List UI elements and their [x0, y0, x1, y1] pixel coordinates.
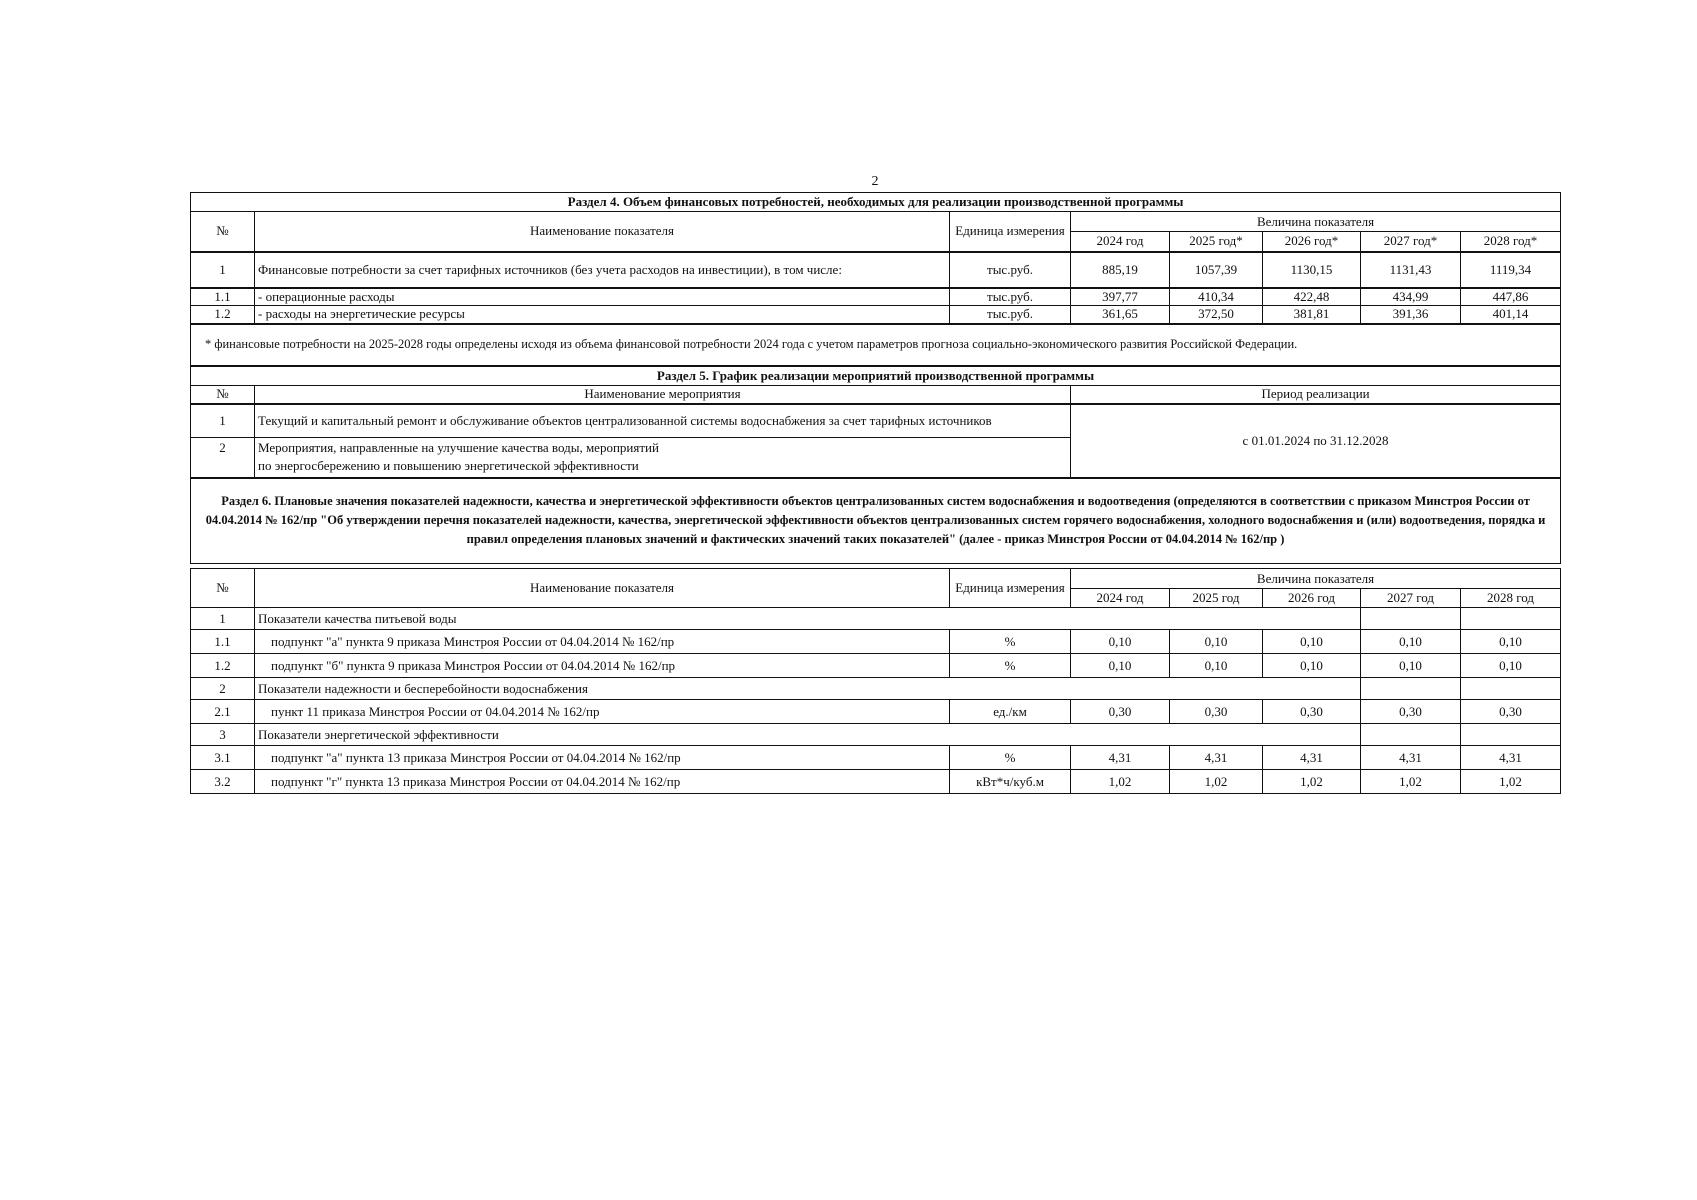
section4-title: Раздел 4. Объем финансовых потребностей, необходимых для реализации производственной программы [191, 193, 1561, 212]
group-name: Показатели качества питьевой воды [255, 608, 1361, 630]
row-value: 0,30 [1071, 700, 1170, 724]
row-value: 372,50 [1170, 306, 1263, 324]
row-value: 1,02 [1461, 770, 1561, 794]
s5-header-period: Период реализации [1071, 386, 1561, 404]
row-name: подпункт "г" пункта 13 приказа Минстроя России от 04.04.2014 № 162/пр [255, 770, 950, 794]
s6-header-num: № [191, 569, 255, 608]
s5-header-name: Наименование мероприятия [255, 386, 1071, 404]
section6-table [190, 568, 1561, 794]
row-num: 2.1 [191, 700, 255, 724]
row-value: 0,10 [1071, 630, 1170, 654]
row-num: 1.1 [191, 288, 255, 306]
row-name-line: Мероприятия, направленные на улучшение качества воды, мероприятий [258, 440, 659, 456]
row-value: 401,14 [1461, 306, 1561, 324]
row-name: подпункт "а" пункта 9 приказа Минстроя России от 04.04.2014 № 162/пр [255, 630, 950, 654]
table-row [191, 630, 1561, 654]
s4-header-unit: Единица измерения [950, 212, 1071, 252]
row-value: 4,31 [1361, 746, 1461, 770]
table-row [191, 404, 1561, 438]
row-unit: кВт*ч/куб.м [950, 770, 1071, 794]
group-row [191, 608, 1561, 630]
row-value: 0,10 [1461, 654, 1561, 678]
row-value: 1,02 [1071, 770, 1170, 794]
s6-header-value: Величина показателя [1071, 569, 1561, 589]
row-unit: % [950, 654, 1071, 678]
row-value: 1057,39 [1170, 252, 1263, 288]
table-row [191, 654, 1561, 678]
row-value: 0,10 [1071, 654, 1170, 678]
row-num: 2 [191, 678, 255, 700]
row-value: 0,30 [1263, 700, 1361, 724]
row-value: 0,10 [1361, 630, 1461, 654]
section6-title: Раздел 6. Плановые значения показателей надежности, качества и энергетической эффективности объектов централизованных систем водоснабжения и водоотведения (определяются в соответствии с приказом Минстроя России от 04.04.2014 № 162/пр "Об утверждении перечня показателей надежности, качества, энергетической эффективности объектов централизованных систем горячего водоснабжения, холодного водоснабжения и (или) водоотведения, порядка и правил определения плановых значений и фактических значений таких показателей" (далее - приказ Минстроя России от 04.04.2014 № 162/пр ) [191, 478, 1561, 564]
s4-header-name: Наименование показателя [255, 212, 950, 252]
row-value: 0,10 [1170, 630, 1263, 654]
table-row [191, 288, 1561, 306]
row-value: 1,02 [1361, 770, 1461, 794]
row-unit: тыс.руб. [950, 252, 1071, 288]
implementation-period: с 01.01.2024 по 31.12.2028 [1071, 404, 1561, 478]
row-name: - операционные расходы [255, 288, 950, 306]
section5-title: Раздел 5. График реализации мероприятий производственной программы [191, 366, 1561, 386]
row-name: - расходы на энергетические ресурсы [255, 306, 950, 324]
row-value: 1,02 [1263, 770, 1361, 794]
table-row [191, 770, 1561, 794]
row-value: 0,10 [1263, 654, 1361, 678]
row-unit: % [950, 746, 1071, 770]
row-value: 1,02 [1170, 770, 1263, 794]
row-value: 885,19 [1071, 252, 1170, 288]
row-num: 3.2 [191, 770, 255, 794]
row-name: пункт 11 приказа Минстроя России от 04.04.2014 № 162/пр [255, 700, 950, 724]
row-value: 0,30 [1170, 700, 1263, 724]
s6-year-2024: 2024 год [1071, 589, 1170, 608]
row-value: 0,30 [1361, 700, 1461, 724]
row-value: 381,81 [1263, 306, 1361, 324]
row-value: 1119,34 [1461, 252, 1561, 288]
row-value: 1131,43 [1361, 252, 1461, 288]
s6-year-2027: 2027 год [1361, 589, 1461, 608]
row-value: 1130,15 [1263, 252, 1361, 288]
s4-year-2028: 2028 год* [1461, 232, 1561, 252]
row-unit: тыс.руб. [950, 288, 1071, 306]
row-name: Текущий и капитальный ремонт и обслуживание объектов централизованной системы водоснабжения за счет тарифных источников [255, 404, 1071, 438]
s4-year-2027: 2027 год* [1361, 232, 1461, 252]
row-num: 1.2 [191, 306, 255, 324]
s4-year-2026: 2026 год* [1263, 232, 1361, 252]
table-row [191, 252, 1561, 288]
row-value: 434,99 [1361, 288, 1461, 306]
s6-year-2025: 2025 год [1170, 589, 1263, 608]
row-unit: тыс.руб. [950, 306, 1071, 324]
s6-header-unit: Единица измерения [950, 569, 1071, 608]
row-value: 447,86 [1461, 288, 1561, 306]
s4-year-2024: 2024 год [1071, 232, 1170, 252]
row-value: 0,10 [1263, 630, 1361, 654]
s6-year-2026: 2026 год [1263, 589, 1361, 608]
row-num: 2 [191, 438, 255, 478]
group-row [191, 724, 1561, 746]
table-row [191, 306, 1561, 324]
s6-year-2028: 2028 год [1461, 589, 1561, 608]
row-value: 0,10 [1170, 654, 1263, 678]
row-unit: % [950, 630, 1071, 654]
row-value: 0,30 [1461, 700, 1561, 724]
row-value: 391,36 [1361, 306, 1461, 324]
row-num: 1 [191, 404, 255, 438]
table-row [191, 746, 1561, 770]
table-row [191, 700, 1561, 724]
row-value: 4,31 [1461, 746, 1561, 770]
row-num: 3.1 [191, 746, 255, 770]
row-num: 3 [191, 724, 255, 746]
page-number: 2 [871, 174, 879, 189]
group-name: Показатели надежности и бесперебойности водоснабжения [255, 678, 1361, 700]
section4-footnote: * финансовые потребности на 2025-2028 годы определены исходя из объема финансовой потребности 2024 года с учетом параметров прогноза социально-экономического развития Российской Федерации. [191, 324, 1561, 366]
row-name [255, 438, 1071, 478]
row-value: 0,10 [1361, 654, 1461, 678]
row-num: 1.1 [191, 630, 255, 654]
s6-header-name: Наименование показателя [255, 569, 950, 608]
row-value: 4,31 [1071, 746, 1170, 770]
row-unit: ед./км [950, 700, 1071, 724]
s4-header-num: № [191, 212, 255, 252]
row-value: 0,10 [1461, 630, 1561, 654]
row-value: 397,77 [1071, 288, 1170, 306]
row-name: подпункт "а" пункта 13 приказа Минстроя России от 04.04.2014 № 162/пр [255, 746, 950, 770]
row-value: 361,65 [1071, 306, 1170, 324]
s4-year-2025: 2025 год* [1170, 232, 1263, 252]
row-value: 422,48 [1263, 288, 1361, 306]
row-value: 4,31 [1170, 746, 1263, 770]
group-name: Показатели энергетической эффективности [255, 724, 1361, 746]
row-value: 4,31 [1263, 746, 1361, 770]
row-num: 1 [191, 252, 255, 288]
row-name: подпункт "б" пункта 9 приказа Минстроя России от 04.04.2014 № 162/пр [255, 654, 950, 678]
s5-header-num: № [191, 386, 255, 404]
group-row [191, 678, 1561, 700]
row-num: 1 [191, 608, 255, 630]
row-name-line: по энергосбережению и повышению энергетической эффективности [258, 458, 639, 474]
s4-header-value: Величина показателя [1071, 212, 1561, 232]
sections-4-5-table [190, 192, 1561, 564]
row-value: 410,34 [1170, 288, 1263, 306]
row-num: 1.2 [191, 654, 255, 678]
row-name: Финансовые потребности за счет тарифных источников (без учета расходов на инвестиции), в том числе: [255, 252, 950, 288]
